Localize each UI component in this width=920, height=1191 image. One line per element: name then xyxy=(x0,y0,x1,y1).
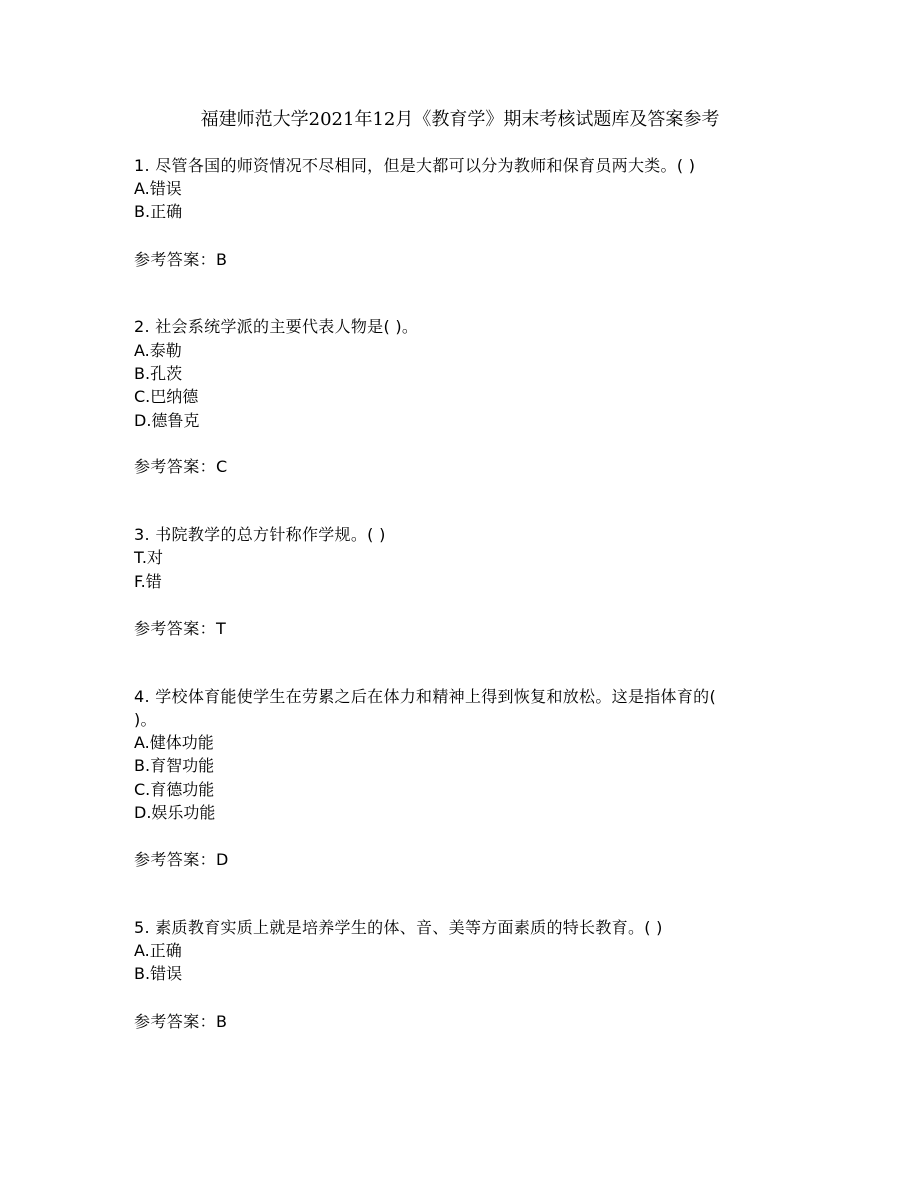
answer-label: 参考答案：D xyxy=(134,850,229,869)
option-f: F.错 xyxy=(134,572,162,591)
option-b: B.孔茨 xyxy=(134,364,183,383)
option-b: B.育智功能 xyxy=(134,756,215,775)
option-c: C.育德功能 xyxy=(134,780,215,799)
option-t: T.对 xyxy=(134,548,163,567)
option-b: B.错误 xyxy=(134,964,183,983)
answer-label: 参考答案：B xyxy=(134,1012,228,1031)
question-text-line-1: 4. 学校体育能使学生在劳累之后在体力和精神上得到恢复和放松。这是指体育的( xyxy=(134,687,716,706)
question-text: 1. 尽管各国的师资情况不尽相同，但是大都可以分为教师和保育员两大类。( ) xyxy=(134,156,696,175)
question-text: 5. 素质教育实质上就是培养学生的体、音、美等方面素质的特长教育。( ) xyxy=(134,918,663,937)
question-text: 2. 社会系统学派的主要代表人物是( )。 xyxy=(134,317,419,336)
option-d: D.德鲁克 xyxy=(134,411,200,430)
option-a: A.健体功能 xyxy=(134,733,214,752)
option-a: A.泰勒 xyxy=(134,341,182,360)
question-text-line-2: )。 xyxy=(134,710,157,729)
page-title: 福建师范大学2021年12月《教育学》期末考核试题库及答案参考 xyxy=(200,109,720,130)
answer-label: 参考答案：T xyxy=(134,619,227,638)
option-d: D.娱乐功能 xyxy=(134,803,216,822)
option-b: B.正确 xyxy=(134,202,183,221)
option-a: A.正确 xyxy=(134,941,182,960)
question-text: 3. 书院教学的总方针称作学规。( ) xyxy=(134,525,386,544)
option-a: A.错误 xyxy=(134,179,182,198)
option-c: C.巴纳德 xyxy=(134,387,199,406)
answer-label: 参考答案：B xyxy=(134,250,228,269)
answer-label: 参考答案：C xyxy=(134,457,228,476)
